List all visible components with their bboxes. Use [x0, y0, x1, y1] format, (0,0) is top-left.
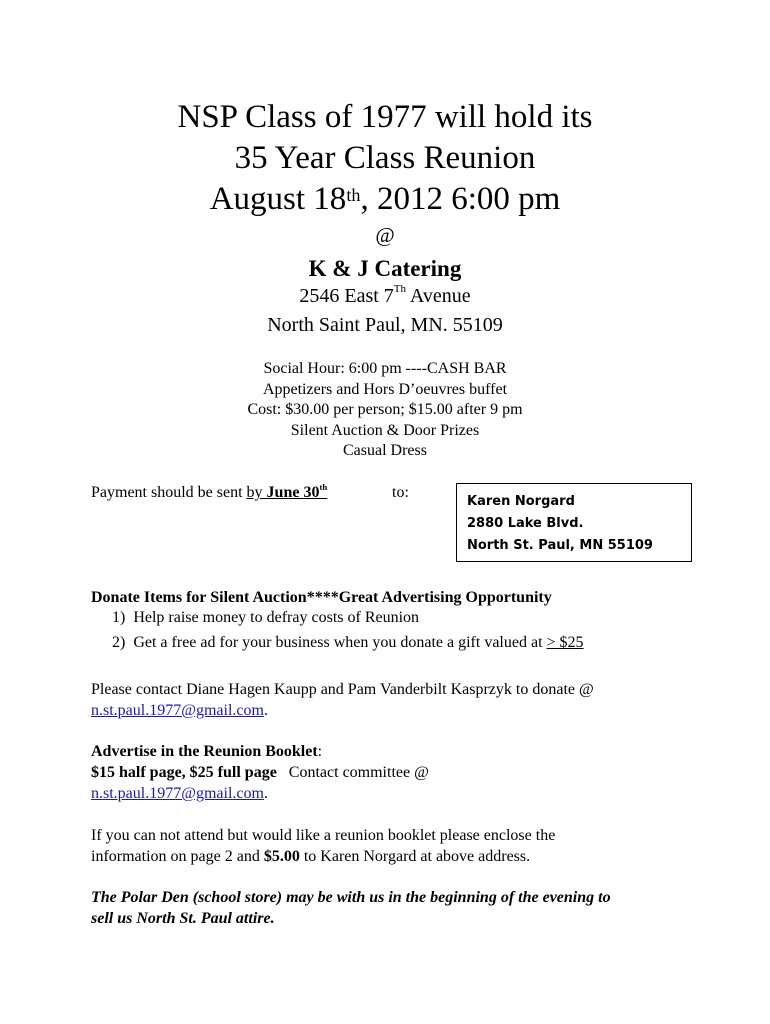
contact-email-line	[91, 702, 268, 720]
mailing-address-box	[456, 483, 692, 562]
donate-item-1-text: Help raise money to defray costs of Reunion	[133, 609, 420, 626]
title-line-3	[0, 179, 770, 219]
title-line-1: NSP Class of 1977 will hold its	[177, 99, 593, 135]
venue-city: North Saint Paul, MN. 55109	[267, 314, 503, 336]
detail-dress: Casual Dress	[343, 442, 427, 459]
at-symbol: @	[375, 223, 395, 247]
polar-den-line-2: sell us North St. Paul attire.	[91, 910, 275, 927]
venue-street-rest: Avenue	[406, 285, 471, 307]
address-city: North St. Paul, MN 55109	[467, 538, 653, 553]
booklet-line-2-rest: to Karen Norgard at above address.	[299, 848, 531, 865]
address-street: 2880 Lake Blvd.	[467, 516, 584, 531]
contact-text: Please contact Diane Hagen Kaupp and Pam Vanderbilt Kasprzyk to donate @	[91, 681, 594, 698]
detail-appetizers: Appetizers and Hors D’oeuvres buffet	[262, 381, 508, 398]
advertise-contact: Contact committee @	[276, 764, 429, 781]
venue-name: K & J Catering	[308, 256, 462, 281]
title-date-prefix: August 18	[209, 181, 347, 217]
donate-item-2-number: 2)	[112, 634, 126, 651]
booklet-amount: $5.00	[263, 848, 300, 865]
payment-date: June 30	[266, 484, 320, 501]
detail-auction: Silent Auction & Door Prizes	[290, 422, 480, 439]
advertise-email-line	[91, 785, 268, 803]
donate-item-2-value: > $25	[546, 634, 584, 651]
payment-line	[91, 484, 327, 502]
booklet-line-2	[91, 848, 530, 866]
advertise-email-period: .	[263, 785, 268, 802]
address-name: Karen Norgard	[467, 494, 575, 509]
advertise-email-link[interactable]: n.st.paul.1977@gmail.com	[91, 785, 264, 802]
detail-social-hour: Social Hour: 6:00 pm ----CASH BAR	[263, 360, 507, 377]
payment-by: by	[246, 484, 267, 501]
donate-item-1	[112, 609, 419, 627]
contact-email-link[interactable]: n.st.paul.1977@gmail.com	[91, 702, 264, 719]
payment-date-suffix: th	[319, 482, 328, 493]
payment-to: to:	[392, 484, 409, 501]
advertise-heading-line	[91, 743, 322, 761]
donate-item-1-number: 1)	[112, 609, 126, 626]
advertise-colon: :	[317, 743, 323, 760]
payment-text: Payment should be sent	[91, 484, 247, 501]
contact-email-period: .	[263, 702, 268, 719]
payment-deadline	[247, 484, 328, 501]
advertise-prices: $15 half page, $25 full page	[91, 764, 277, 781]
venue-street	[0, 282, 770, 308]
polar-den-line-1: The Polar Den (school store) may be with us in the beginning of the evening to	[91, 889, 611, 906]
venue-street-suffix: Th	[393, 282, 407, 295]
advertise-prices-line	[91, 764, 429, 782]
advertise-heading: Advertise in the Reunion Booklet	[91, 743, 318, 760]
venue-street-prefix: 2546 East 7	[299, 285, 394, 307]
donate-item-2	[112, 634, 584, 652]
title-line-2: 35 Year Class Reunion	[234, 140, 536, 176]
donate-item-2-text: Get a free ad for your business when you donate a gift valued at	[133, 634, 547, 651]
detail-cost: Cost: $30.00 per person; $15.00 after 9 pm	[247, 401, 523, 418]
donate-heading: Donate Items for Silent Auction****Great Advertising Opportunity	[91, 589, 552, 606]
booklet-line-1: If you can not attend but would like a reunion booklet please enclose the	[91, 827, 556, 844]
title-date-suffix: th	[346, 185, 361, 206]
booklet-line-2-prefix: information on page 2 and	[91, 848, 264, 865]
title-date-rest: , 2012 6:00 pm	[360, 181, 561, 217]
